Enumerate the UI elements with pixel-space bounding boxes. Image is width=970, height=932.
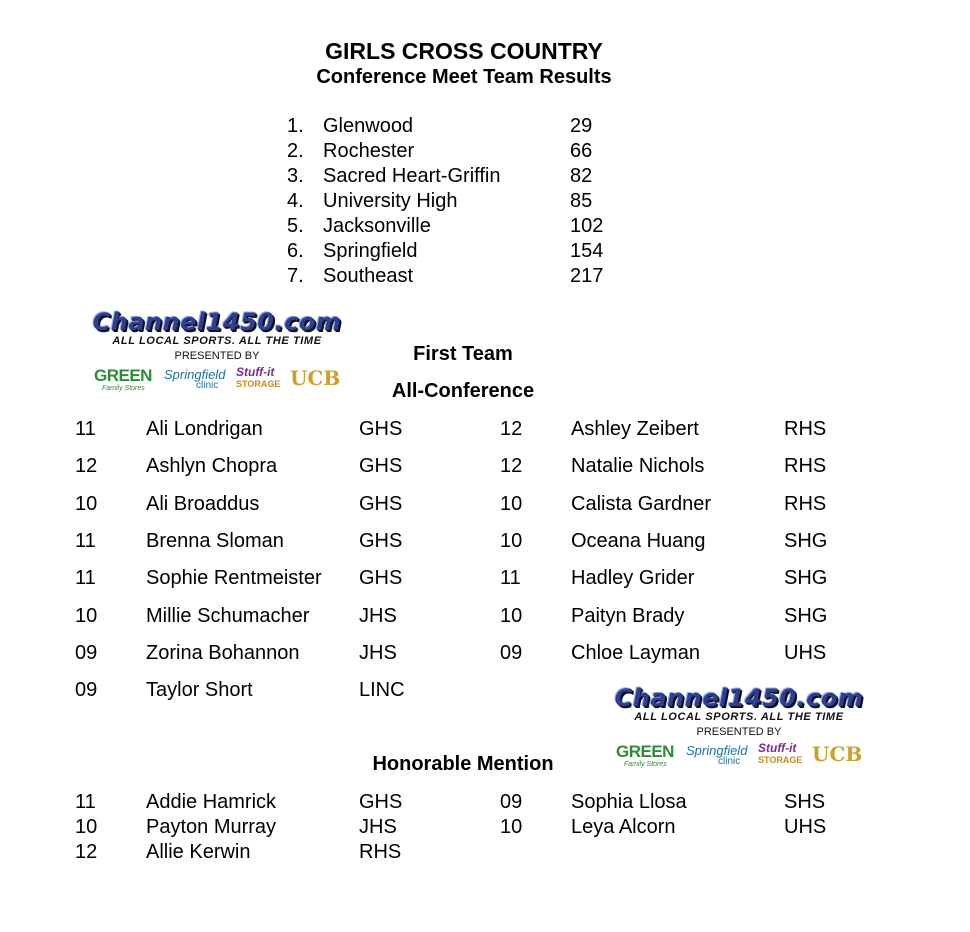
athlete-school: GHS <box>359 455 403 477</box>
logo-brand: Channel1450.com <box>614 684 864 712</box>
athlete-school: UHS <box>784 642 827 664</box>
team-name: Sacred Heart-Griffin <box>323 165 501 187</box>
athlete-school: SHG <box>784 605 828 627</box>
athlete-name: Hadley Grider <box>571 567 695 589</box>
sponsor-storage: STORAGE <box>758 755 803 765</box>
team-rank: 2. <box>287 140 304 162</box>
athlete-grade: 11 <box>75 530 96 552</box>
athlete-grade: 11 <box>75 567 96 589</box>
athlete-school: JHS <box>359 816 397 838</box>
athlete-school: GHS <box>359 567 403 589</box>
sponsor-springfield: Springfield <box>164 367 226 382</box>
athlete-grade: 12 <box>75 455 98 477</box>
athlete-school: RHS <box>784 455 827 477</box>
athlete-name: Oceana Huang <box>571 530 706 552</box>
team-score: 66 <box>570 140 593 162</box>
athlete-grade: 09 <box>500 791 523 813</box>
athlete-name: Calista Gardner <box>571 493 712 515</box>
athlete-grade: 11 <box>75 418 96 440</box>
athlete-name: Allie Kerwin <box>146 841 251 863</box>
athlete-school: SHG <box>784 530 828 552</box>
sponsor-stuffit: Stuff-it <box>236 365 275 379</box>
team-score: 85 <box>570 190 593 212</box>
athlete-name: Chloe Layman <box>571 642 700 664</box>
athlete-grade: 10 <box>500 816 523 838</box>
team-rank: 4. <box>287 190 304 212</box>
athlete-grade: 09 <box>75 642 98 664</box>
team-score: 217 <box>570 265 604 287</box>
athlete-name: Ashley Zeibert <box>571 418 699 440</box>
sponsor-ucb: UCB <box>812 742 863 766</box>
athlete-school: RHS <box>784 493 827 515</box>
sponsor-green: GREEN <box>94 366 152 385</box>
page-title: GIRLS CROSS COUNTRY <box>325 38 603 64</box>
athlete-name: Taylor Short <box>146 679 253 701</box>
logo-brand: Channel1450.com <box>92 308 342 336</box>
team-name: Glenwood <box>323 115 414 137</box>
channel1450-logo <box>598 684 880 774</box>
sponsor-logos <box>94 364 344 394</box>
team-name: University High <box>323 190 458 212</box>
athlete-name: Sophie Rentmeister <box>146 567 322 589</box>
team-name: Rochester <box>323 140 415 162</box>
athlete-name: Ashlyn Chopra <box>146 455 278 477</box>
athlete-grade: 10 <box>500 530 523 552</box>
athlete-name: Zorina Bohannon <box>146 642 300 664</box>
athlete-grade: 10 <box>500 493 523 515</box>
team-rank: 3. <box>287 165 304 187</box>
sponsor-ucb: UCB <box>290 366 341 390</box>
sponsor-green-sub: Family Stores <box>102 385 145 392</box>
athlete-grade: 09 <box>500 642 523 664</box>
athlete-school: GHS <box>359 530 403 552</box>
team-score: 29 <box>570 115 593 137</box>
team-rank: 5. <box>287 215 304 237</box>
all-conference-heading: All-Conference <box>391 380 535 402</box>
athlete-name: Ali Broaddus <box>146 493 260 515</box>
athlete-name: Paityn Brady <box>571 605 685 627</box>
athlete-grade: 12 <box>500 418 523 440</box>
athlete-grade: 10 <box>75 605 98 627</box>
athlete-grade: 12 <box>500 455 523 477</box>
athlete-name: Ali Londrigan <box>146 418 263 440</box>
team-name: Southeast <box>323 265 414 287</box>
athlete-grade: 11 <box>75 791 96 813</box>
athlete-grade: 10 <box>500 605 523 627</box>
athlete-name: Sophia Llosa <box>571 791 687 813</box>
sponsor-storage: STORAGE <box>236 379 281 389</box>
team-score: 102 <box>570 215 604 237</box>
logo-tagline: ALL LOCAL SPORTS. ALL THE TIME <box>112 335 322 347</box>
team-score: 82 <box>570 165 593 187</box>
honorable-mention-heading: Honorable Mention <box>372 753 554 775</box>
team-rank: 7. <box>287 265 304 287</box>
logo-presented-by: PRESENTED BY <box>174 350 260 362</box>
athlete-name: Addie Hamrick <box>146 791 277 813</box>
athlete-name: Leya Alcorn <box>571 816 676 838</box>
athlete-school: SHS <box>784 791 826 813</box>
logo-tagline: ALL LOCAL SPORTS. ALL THE TIME <box>634 711 844 723</box>
athlete-school: UHS <box>784 816 827 838</box>
athlete-grade: 10 <box>75 493 98 515</box>
sponsor-green-sub: Family Stores <box>624 761 667 768</box>
team-name: Jacksonville <box>323 215 431 237</box>
sponsor-green: GREEN <box>616 742 674 761</box>
athlete-grade: 11 <box>500 567 521 589</box>
logo-presented-by: PRESENTED BY <box>696 726 782 738</box>
sponsor-springfield: Springfield <box>686 743 748 758</box>
athlete-name: Payton Murray <box>146 816 277 838</box>
athlete-name: Millie Schumacher <box>146 605 310 627</box>
team-rank: 1. <box>287 115 304 137</box>
first-team-heading: First Team <box>413 343 513 365</box>
sponsor-stuffit: Stuff-it <box>758 741 797 755</box>
athlete-school: LINC <box>359 679 405 701</box>
athlete-name: Brenna Sloman <box>146 530 284 552</box>
athlete-school: GHS <box>359 493 403 515</box>
athlete-school: RHS <box>784 418 827 440</box>
athlete-school: SHG <box>784 567 828 589</box>
athlete-school: GHS <box>359 418 403 440</box>
athlete-school: GHS <box>359 791 403 813</box>
team-name: Springfield <box>323 240 418 262</box>
sponsor-clinic: clinic <box>196 380 219 391</box>
athlete-school: JHS <box>359 642 397 664</box>
athlete-grade: 12 <box>75 841 98 863</box>
sponsor-clinic: clinic <box>718 756 741 767</box>
athlete-name: Natalie Nichols <box>571 455 705 477</box>
page-subtitle: Conference Meet Team Results <box>316 66 612 88</box>
athlete-grade: 09 <box>75 679 98 701</box>
athlete-school: RHS <box>359 841 402 863</box>
athlete-school: JHS <box>359 605 397 627</box>
athlete-grade: 10 <box>75 816 98 838</box>
sponsor-logos <box>616 740 866 770</box>
team-rank: 6. <box>287 240 304 262</box>
team-score: 154 <box>570 240 604 262</box>
